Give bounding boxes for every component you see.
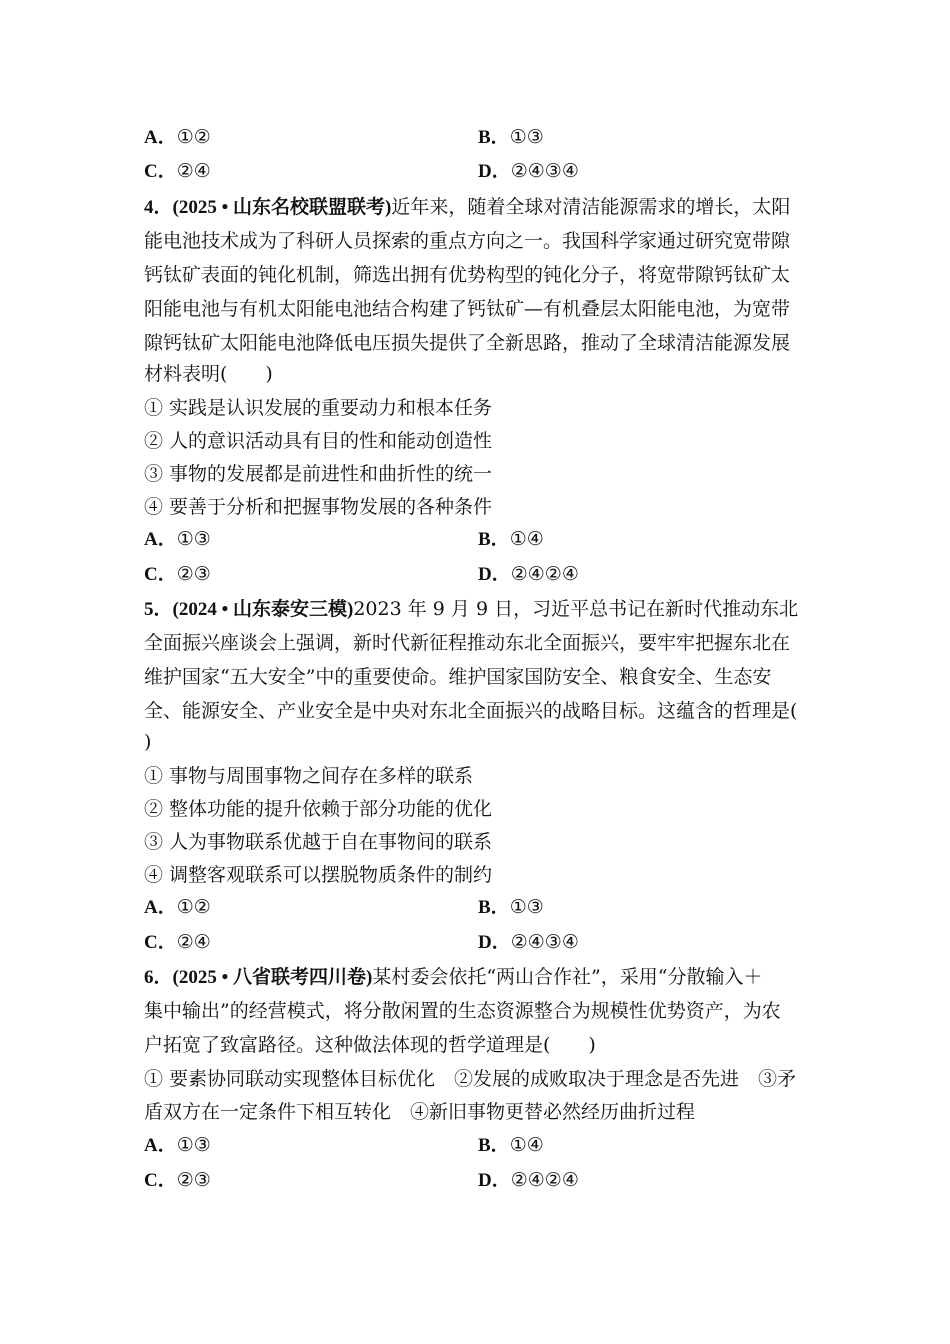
option-text: ②④③④: [510, 931, 579, 953]
option-letter: D．: [478, 932, 511, 953]
option-text: ①③: [509, 896, 544, 918]
option-text: ②④③④: [510, 160, 579, 182]
q4-option-d: [478, 561, 579, 588]
q4-statement: ② 人的意识活动具有目的性和能动创造性: [144, 430, 493, 452]
q5-stem-line: 维护国家“五大安全”中的重要使命。维护国家国防安全、粮食安全、生态安: [144, 666, 772, 688]
question-source-dot: •: [216, 967, 233, 988]
q6-option-b: [478, 1132, 544, 1159]
question-source-dot: •: [216, 197, 233, 218]
option-text: ②④②④: [510, 563, 579, 585]
option-letter: C．: [144, 161, 177, 182]
q5-statement: ③ 人为事物联系优越于自在事物间的联系: [144, 831, 493, 853]
q5-option-c: [144, 929, 211, 956]
option-letter: C．: [144, 1170, 177, 1191]
q3-option-b: [478, 124, 544, 151]
q4-stem-line: 能电池技术成为了科研人员探索的重点方向之一。我国科学家通过研究宽带隙: [144, 230, 791, 252]
question-text: 近年来，随着全球对清洁能源需求的增长，太阳: [391, 196, 791, 218]
question-source-name: 八省联考四川卷: [233, 966, 367, 988]
question-source-year: (2025: [172, 197, 217, 218]
option-text: ②③: [176, 1169, 211, 1191]
option-text: ①③: [509, 126, 544, 148]
option-letter: D．: [478, 161, 511, 182]
question-source-year: (2025: [172, 967, 217, 988]
option-letter: B．: [478, 127, 510, 148]
question-source-close: ): [366, 967, 373, 988]
question-number: 4．: [144, 197, 173, 218]
option-letter: B．: [478, 897, 510, 918]
question-text: 2023 年 9 月 9 日，习近平总书记在新时代推动东北: [353, 598, 799, 620]
option-letter: C．: [144, 564, 177, 585]
q6-option-d: [478, 1167, 579, 1194]
q5-statement: ④ 调整客观联系可以摆脱物质条件的制约: [144, 864, 493, 886]
option-text: ①④: [509, 528, 544, 550]
option-letter: A．: [144, 1135, 177, 1156]
q6-stem-line: 集中输出”的经营模式，将分散闲置的生态资源整合为规模性优势资产，为农: [144, 1000, 781, 1022]
q4-stem-line: 材料表明( ): [144, 363, 273, 385]
question-number: 5．: [144, 599, 173, 620]
q6-stem-line: 户拓宽了致富路径。这种做法体现的哲学道理是( ): [144, 1034, 596, 1056]
option-letter: A．: [144, 127, 177, 148]
option-letter: D．: [478, 564, 511, 585]
q4-statement: ③ 事物的发展都是前进性和曲折性的统一: [144, 463, 493, 485]
option-letter: A．: [144, 897, 177, 918]
q5-stem-line: 全、能源安全、产业安全是中央对东北全面振兴的战略目标。这蕴含的哲理是(: [144, 700, 798, 722]
question-number: 6．: [144, 967, 173, 988]
option-text: ②③: [176, 563, 211, 585]
q4-stem-line: 隙钙钛矿太阳能电池降低电压损失提供了全新思路，推动了全球清洁能源发展: [144, 332, 791, 354]
q6-stem-line: [144, 964, 824, 991]
option-letter: B．: [478, 529, 510, 550]
q4-stem-line: 阳能电池与有机太阳能电池结合构建了钙钛矿—有机叠层太阳能电池，为宽带: [144, 298, 791, 320]
option-text: ②④②④: [510, 1169, 579, 1191]
question-source-name: 山东泰安三模: [233, 598, 348, 620]
q6-option-a: [144, 1132, 211, 1159]
q3-option-a: [144, 124, 211, 151]
question-source-dot: •: [216, 599, 233, 620]
option-text: ②④: [176, 160, 211, 182]
option-text: ①④: [509, 1134, 544, 1156]
option-text: ②④: [176, 931, 211, 953]
q4-statement: ④ 要善于分析和把握事物发展的各种条件: [144, 496, 493, 518]
q5-option-d: [478, 929, 579, 956]
question-source-name: 山东名校联盟联考: [233, 196, 386, 218]
q3-option-c: [144, 158, 211, 185]
q5-statement: ② 整体功能的提升依赖于部分功能的优化: [144, 798, 493, 820]
q6-statement-line: 盾双方在一定条件下相互转化 ④新旧事物更替必然经历曲折过程: [144, 1101, 696, 1123]
q3-option-d: [478, 158, 579, 185]
q6-statement-line: ① 要素协同联动实现整体目标优化 ②发展的成败取决于理念是否先进 ③矛: [144, 1068, 797, 1090]
option-letter: B．: [478, 1135, 510, 1156]
q4-option-a: [144, 526, 211, 553]
q4-statement: ① 实践是认识发展的重要动力和根本任务: [144, 397, 493, 419]
q5-stem-line: ): [144, 731, 152, 753]
q6-option-c: [144, 1167, 211, 1194]
q5-statement: ① 事物与周围事物之间存在多样的联系: [144, 765, 474, 787]
option-text: ①②: [176, 126, 211, 148]
q4-option-b: [478, 526, 544, 553]
option-letter: A．: [144, 529, 177, 550]
question-text: 某村委会依托“两山合作社”，采用“分散输入＋: [372, 966, 763, 988]
q4-option-c: [144, 561, 211, 588]
q5-option-a: [144, 894, 211, 921]
option-letter: C．: [144, 932, 177, 953]
question-source-close: ): [385, 197, 392, 218]
option-letter: D．: [478, 1170, 511, 1191]
q4-stem-line: [144, 194, 824, 221]
q5-option-b: [478, 894, 544, 921]
option-text: ①③: [176, 1134, 211, 1156]
option-text: ①③: [176, 528, 211, 550]
question-source-year: (2024: [172, 599, 217, 620]
q4-stem-line: 钙钛矿表面的钝化机制，筛选出拥有优势构型的钝化分子，将宽带隙钙钛矿太: [144, 264, 791, 286]
q5-stem-line: [144, 596, 824, 623]
q5-stem-line: 全面振兴座谈会上强调，新时代新征程推动东北全面振兴，要牢牢把握东北在: [144, 632, 791, 654]
option-text: ①②: [176, 896, 211, 918]
question-source-close: ): [347, 599, 354, 620]
